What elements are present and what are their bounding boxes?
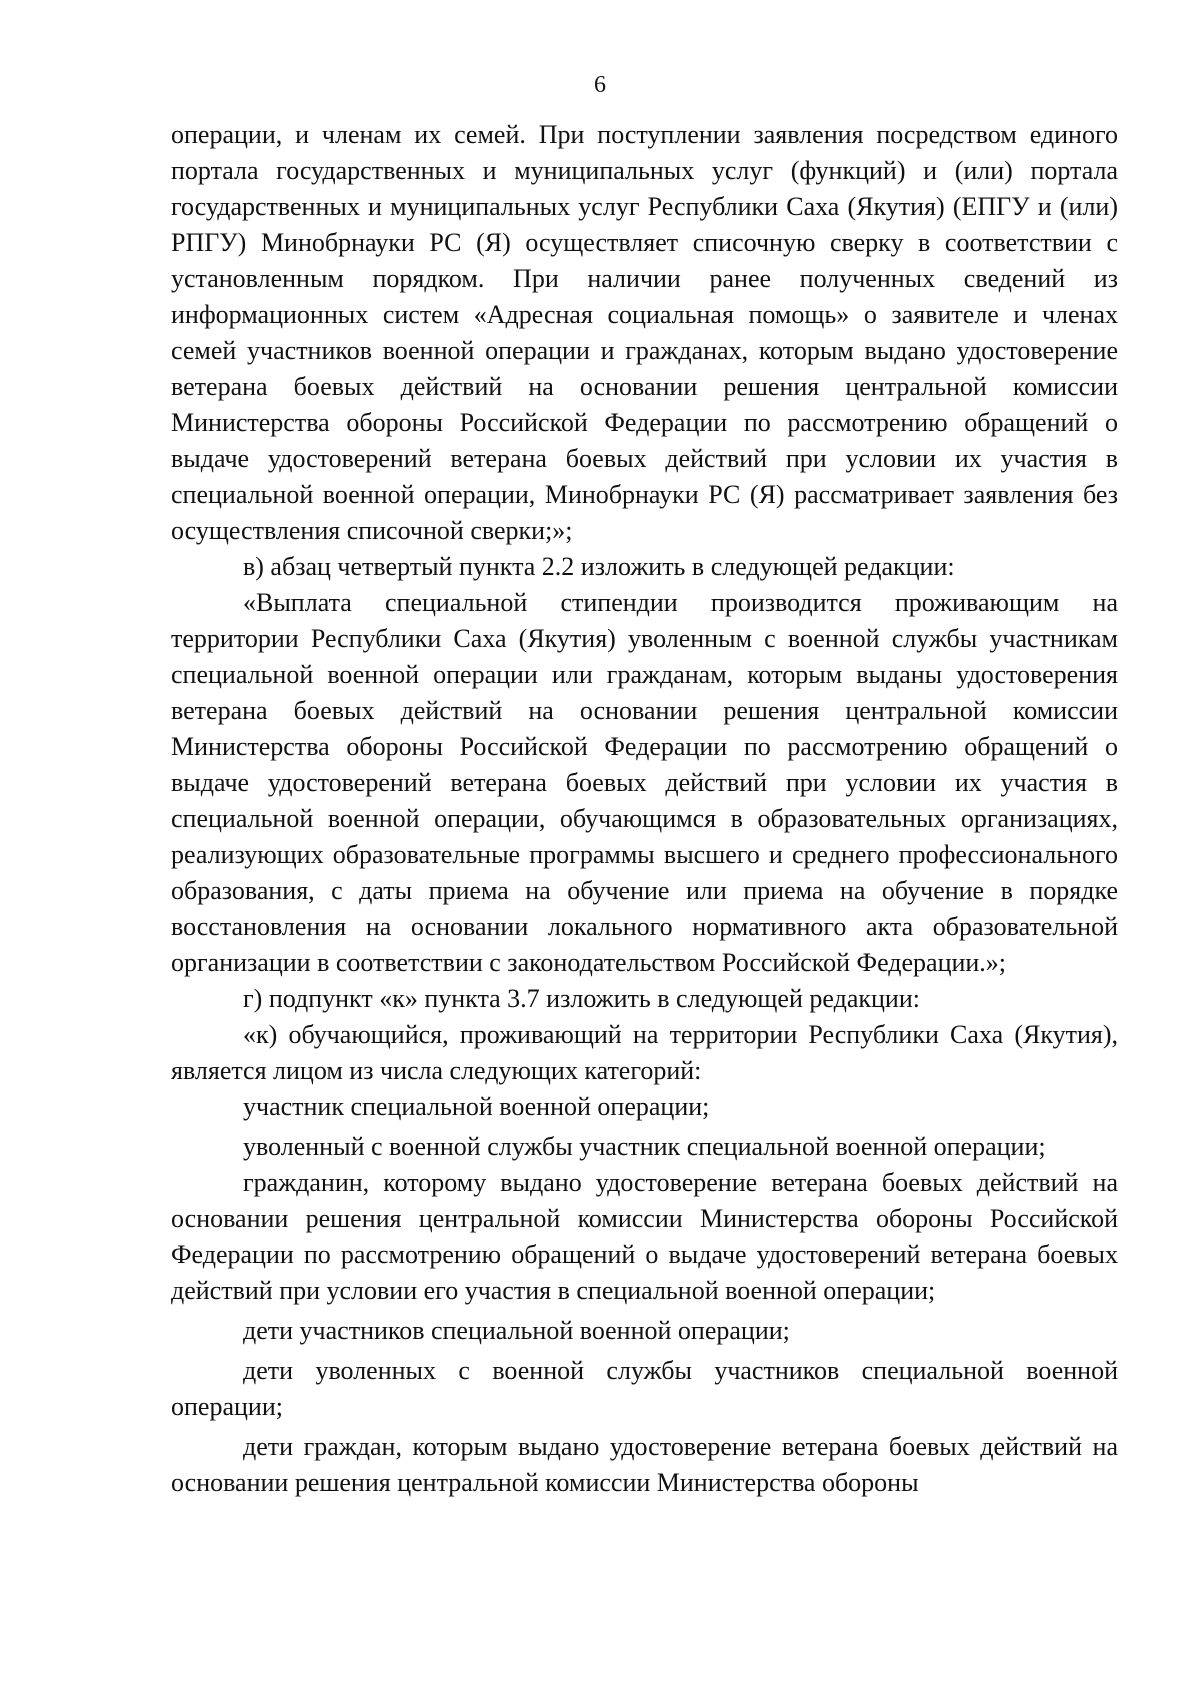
- paragraph-amendment-g: г) подпункт «к» пункта 3.7 изложить в следующей редакции:: [243, 984, 920, 1013]
- list-item-veteran-citizen: гражданин, которому выдано удостоверение ветерана боевых действий на основании решения центральной комиссии Министерства обороны Российской Федерации по рассмотрению обращений о выдаче удостоверений ветерана боевых действий при условии его участия в специальной военной операции;: [171, 1168, 1118, 1305]
- page-number: 6: [594, 72, 606, 98]
- paragraph-stipend-payment: «Выплата специальной стипендии производится проживающим на территории Республики Саха (Якутия) уволенным с военной службы участникам специальной военной операции или гражданам, которым выданы удостоверения ветерана боевых действий на основании решения центральной комиссии Министерства обороны Российской Федерации по рассмотрению обращений о выдаче удостоверений ветерана боевых действий при условии их участия в специальной военной операции, обучающимся в образовательных организациях, реализующих образовательные программы высшего и среднего профессионального образования, с даты приема на обучение или приема на обучение в порядке восстановления на основании локального нормативного акта образовательной организации в соответствии с законодательством Российской Федерации.»;: [171, 588, 1118, 977]
- list-item-discharged-participant: уволенный с военной службы участник специальной военной операции;: [243, 1132, 1046, 1161]
- list-item-children-veterans: дети граждан, которым выдано удостоверение ветерана боевых действий на основании решения центральной комиссии Министерства обороны: [171, 1432, 1118, 1497]
- paragraph-subitem-k: «к) обучающийся, проживающий на территории Республики Саха (Якутия), является лицом из числа следующих категорий:: [171, 1020, 1118, 1085]
- list-item-children-discharged: дети уволенных с военной службы участников специальной военной операции;: [171, 1356, 1118, 1421]
- paragraph-amendment-v: в) абзац четвертый пункта 2.2 изложить в следующей редакции:: [243, 552, 955, 581]
- list-item-children-participants: дети участников специальной военной операции;: [243, 1316, 790, 1345]
- document-body: [171, 117, 1118, 1501]
- paragraph-continuation: операции, и членам их семей. При поступлении заявления посредством единого портала государственных и муниципальных услуг (функций) и (или) портала государственных и муниципальных услуг Республики Саха (Якутия) (ЕПГУ и (или) РПГУ) Минобрнауки РС (Я) осуществляет списочную сверку в соответствии с установленным порядком. При наличии ранее полученных сведений из информационных систем «Адресная социальная помощь» о заявителе и членах семей участников военной операции и гражданах, которым выдано удостоверение ветерана боевых действий на основании решения центральной комиссии Министерства обороны Российской Федерации по рассмотрению обращений о выдаче удостоверений ветерана боевых действий при условии их участия в специальной военной операции, Минобрнауки РС (Я) рассматривает заявления без осуществления списочной сверки;»;: [171, 120, 1118, 545]
- list-item-participant: участник специальной военной операции;: [243, 1092, 710, 1121]
